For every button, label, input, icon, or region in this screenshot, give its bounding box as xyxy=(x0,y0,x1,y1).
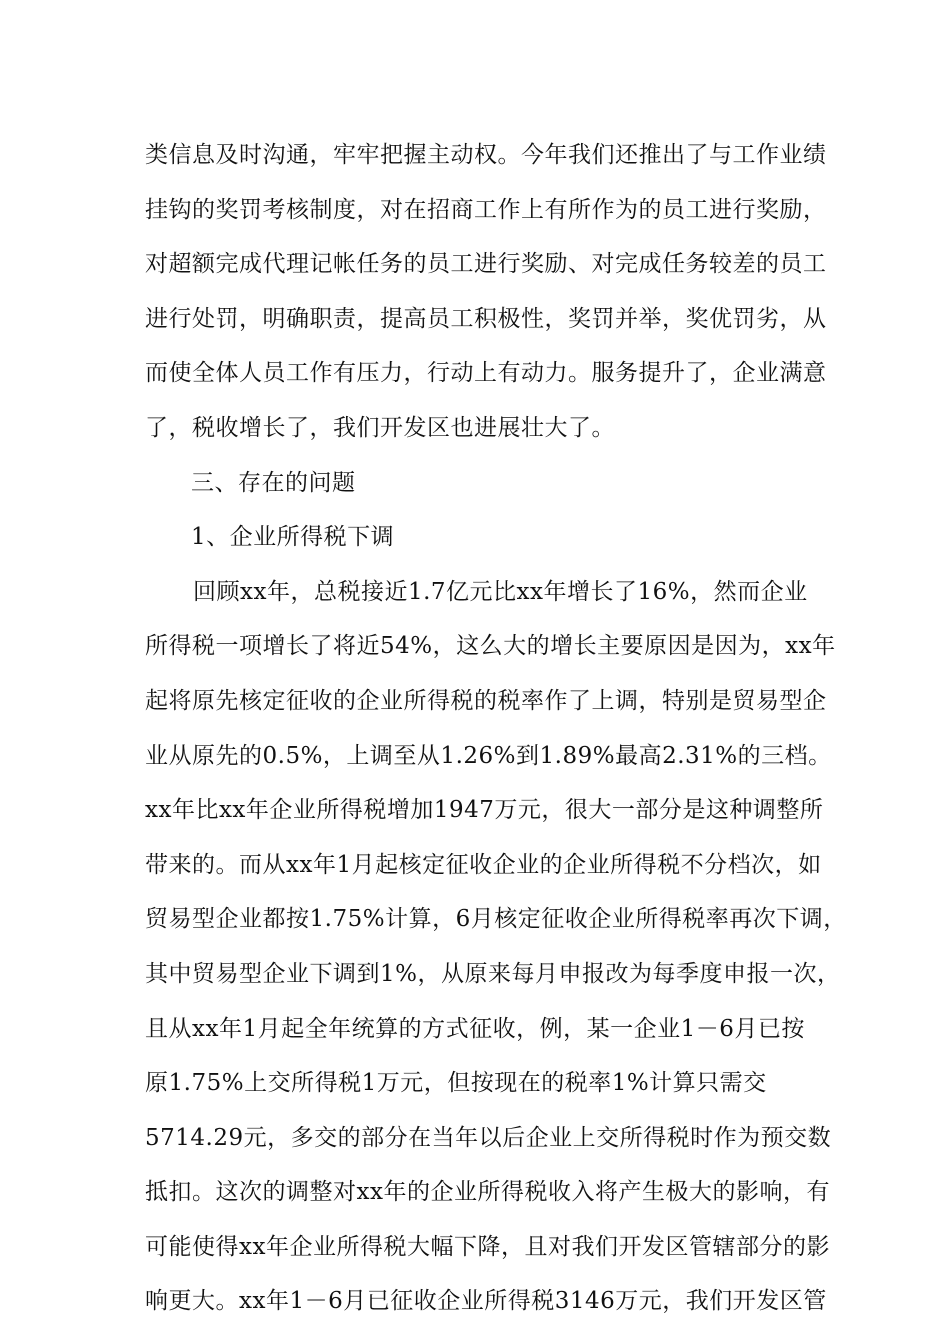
body-text-line: 原1.75%上交所得税1万元，但按现在的税率1%计算只需交 xyxy=(145,1070,767,1097)
body-text-line: 可能使得xx年企业所得税大幅下降，且对我们开发区管辖部分的影 xyxy=(145,1233,830,1260)
body-text-line: 回顾xx年，总税接近1.7亿元比xx年增长了16%，然而企业 xyxy=(193,578,808,605)
body-text-line: 响更大。xx年1－6月已征收企业所得税3146万元，我们开发区管 xyxy=(145,1288,827,1315)
body-text-line: 其中贸易型企业下调到1%，从原来每月申报改为每季度申报一次， xyxy=(145,960,841,987)
document-body xyxy=(145,128,847,1329)
body-text-line: 带来的。而从xx年1月起核定征收企业的企业所得税不分档次，如 xyxy=(145,851,822,878)
body-text-line: 且从xx年1月起全年统算的方式征收，例，某一企业1－6月已按 xyxy=(145,1015,805,1042)
body-text-line: 业从原先的0.5%，上调至从1.26%到1.89%最高2.31%的三档。 xyxy=(145,742,832,769)
body-text-line: 了，税收增长了，我们开发区也进展壮大了。 xyxy=(145,414,615,441)
body-text-line: 5714.29元，多交的部分在当年以后企业上交所得税时作为预交数 xyxy=(145,1124,832,1151)
section-heading: 三、存在的问题 xyxy=(191,469,356,496)
body-text-line: 而使全体人员工作有压力，行动上有动力。服务提升了，企业满意 xyxy=(145,360,827,387)
body-text-line: 进行处罚，明确职责，提高员工积极性，奖罚并举，奖优罚劣，从 xyxy=(145,305,827,332)
subsection-heading: 1、企业所得税下调 xyxy=(191,524,395,551)
body-text-line: 挂钩的奖罚考核制度，对在招商工作上有所作为的员工进行奖励， xyxy=(145,196,827,223)
body-text-line: 起将原先核定征收的企业所得税的税率作了上调，特别是贸易型企 xyxy=(145,687,827,714)
body-text-line: 贸易型企业都按1.75%计算，6月核定征收企业所得税率再次下调， xyxy=(145,906,847,933)
body-text-line: 类信息及时沟通，牢牢把握主动权。今年我们还推出了与工作业绩 xyxy=(145,142,827,168)
body-text-line: 对超额完成代理记帐任务的员工进行奖励、对完成任务较差的员工 xyxy=(145,251,827,278)
body-text-line: 所得税一项增长了将近54%，这么大的增长主要原因是因为，xx年 xyxy=(145,633,836,660)
body-text-line: 抵扣。这次的调整对xx年的企业所得税收入将产生极大的影响，有 xyxy=(145,1179,830,1206)
body-text-line: xx年比xx年企业所得税增加1947万元，很大一部分是这种调整所 xyxy=(145,797,824,824)
